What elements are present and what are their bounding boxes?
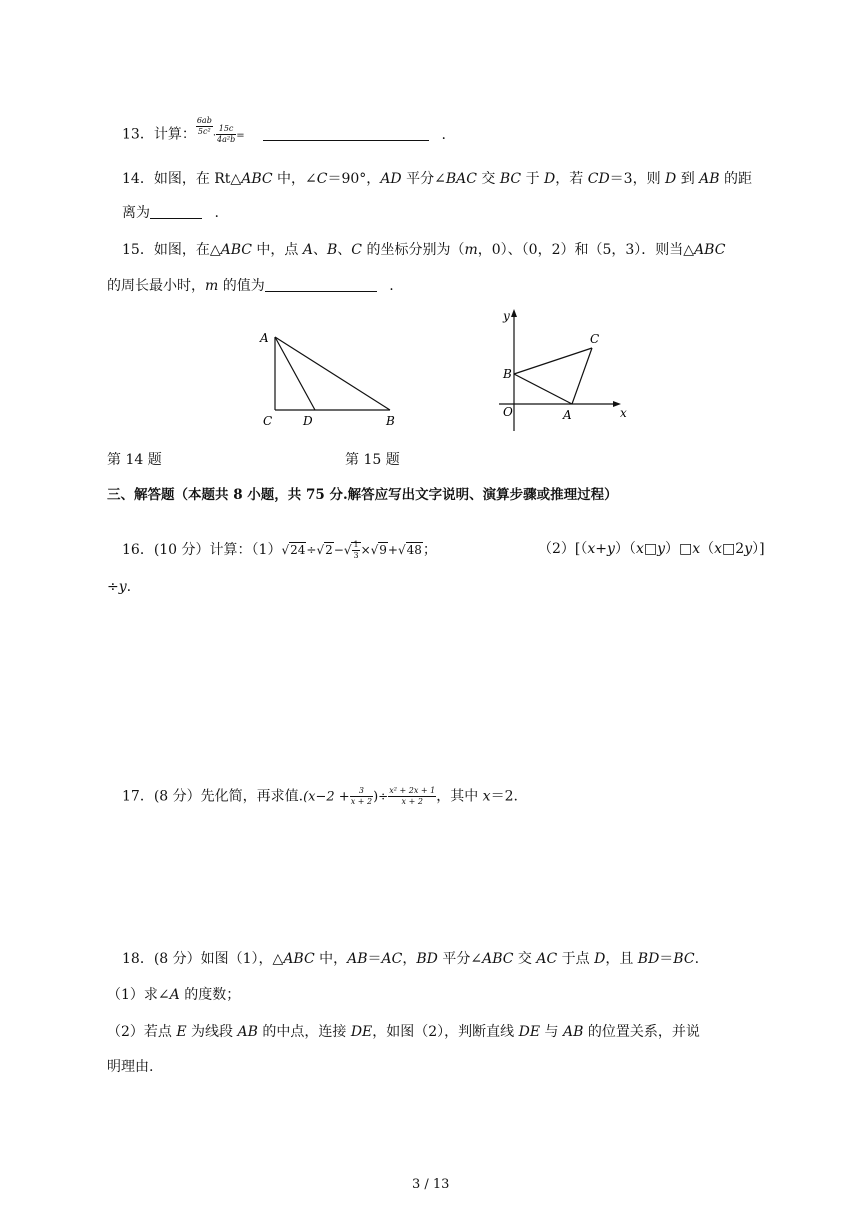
fig14-label-b: B	[386, 414, 395, 428]
q14-period: .	[214, 205, 219, 221]
q15-line-1: 15．如图，在△ABC 中，点 A、B、C 的坐标分别为（m，0）、（0，2）和（5，3）．则当△ABC	[122, 242, 726, 258]
q15-line-2: 的周长最小时，m 的值为 .	[107, 278, 394, 294]
fig15-caption: 第 15 题	[345, 452, 400, 468]
fig15-label-c: C	[590, 332, 600, 346]
q13-answer-blank[interactable]	[263, 126, 429, 141]
q13-fraction-2: $\frac{15c}{\text{4a²b}}$	[217, 124, 236, 144]
q14-line-2: 离为 .	[122, 205, 219, 221]
q14-answer-blank[interactable]	[150, 204, 202, 219]
q17-expression-open: (x−2 +	[303, 789, 350, 805]
q18-line-1: 18．(8 分）如图（1），△ABC 中，AB＝AC，BD 平分∠ABC 交 AC 于点 D，且 BD＝BC.	[122, 951, 700, 967]
fig15-label-a: A	[563, 408, 572, 422]
fig15-label-o: O	[503, 405, 513, 419]
q13-fraction-1: $\frac{6ab}{\text{5c²}}$	[196, 116, 212, 136]
fig14-label-c: C	[263, 414, 273, 428]
q17: 17．(8 分）先化简，再求值.(x−2 + $\frac{3}{x + 2}$ )÷ $\frac{\text{x² + 2x + 1}}{x + 2}$ ，其中 x＝2.	[122, 786, 518, 806]
page-number: 3 / 13	[412, 1177, 450, 1192]
fig14-label-d: D	[303, 414, 313, 428]
q16-radical-2: √2	[316, 543, 333, 557]
figure-15	[495, 305, 635, 435]
fig14-caption: 第 14 题	[107, 452, 162, 468]
q16-radical-48: √48	[397, 543, 422, 557]
q17-fraction-2: $\frac{\text{x² + 2x + 1}}{x + 2}$	[389, 786, 436, 806]
q18-line-3: （2）若点 E 为线段 AB 的中点，连接 DE，如图（2），判断直线 DE 与 AB 的位置关系，并说	[107, 1024, 700, 1040]
q13-period: .	[441, 126, 446, 143]
fig15-label-b: B	[503, 367, 512, 381]
q13-dot: ·	[212, 130, 216, 142]
q14-line-1: 14．如图，在 Rt△ABC 中，∠C＝90°，AD 平分∠BAC 交 BC 于 D，若 CD＝3，则 D 到 AB 的距	[122, 171, 753, 187]
q16-radical-9: √9	[370, 543, 387, 557]
fig15-label-x: x	[620, 406, 627, 420]
q18-line-4: 明理由.	[107, 1059, 154, 1075]
q13-number: 13．计算：	[122, 126, 196, 143]
q18-line-2: （1）求∠A 的度数；	[107, 987, 241, 1003]
q16-line-1: 16．(10 分）计算：（1）√24÷√2−√ $\frac{1}{3}$ ×√9+√48；	[122, 540, 437, 560]
fig15-label-y: y	[503, 309, 510, 323]
figure-14	[255, 325, 405, 433]
q16-radical-fraction: √ $\frac{1}{3}$	[343, 540, 359, 560]
q17-fraction-1: $\frac{3}{x + 2}$	[350, 786, 373, 806]
q13	[122, 116, 446, 146]
q16-part-2: （2）[（x+y）（x□y）□x（x□2y）]	[538, 541, 765, 557]
q15-period: .	[389, 278, 394, 294]
q15-answer-blank[interactable]	[265, 277, 377, 292]
q16-line-2: ÷y.	[107, 579, 132, 595]
fig14-label-a: A	[260, 331, 269, 345]
q16-radical-24: √24	[281, 543, 306, 557]
section-3-heading: 三、解答题（本题共 8 小题，共 75 分.解答应写出文字说明、演算步骤或推理过程）	[107, 487, 618, 503]
q13-equals: =	[236, 130, 245, 142]
